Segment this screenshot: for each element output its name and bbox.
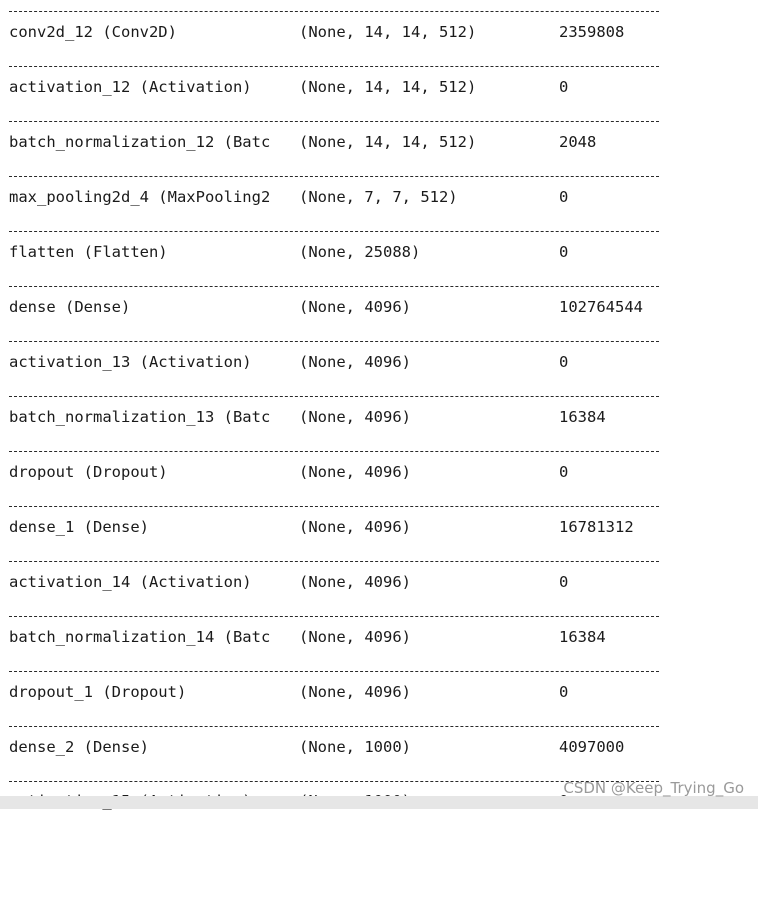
layer-name: activation_14 (Activation) [9,573,252,591]
table-row [9,626,669,648]
layer-name: conv2d_12 (Conv2D) [9,23,177,41]
param-count: 4097000 [559,738,625,756]
layer-name: dense_2 (Dense) [9,738,149,756]
output-shape: (None, 4096) [299,628,411,646]
param-count: 16384 [559,628,606,646]
row-separator [9,671,659,673]
output-shape: (None, 14, 14, 512) [299,133,477,151]
row-separator [9,66,659,68]
row-separator [9,506,659,508]
layer-name: dense (Dense) [9,298,131,316]
row-separator [9,451,659,453]
table-row [9,296,669,318]
param-count: 16781312 [559,518,634,536]
layer-name: batch_normalization_12 (Batc [9,133,271,151]
layer-name: dropout (Dropout) [9,463,168,481]
table-row [9,186,669,208]
output-shape: (None, 4096) [299,573,411,591]
table-row [9,461,669,483]
row-separator [9,616,659,618]
output-shape: (None, 4096) [299,298,411,316]
table-row [9,76,669,98]
layer-name: max_pooling2d_4 (MaxPooling2 [9,188,271,206]
output-shape: (None, 1000) [299,738,411,756]
layer-name: batch_normalization_14 (Batc [9,628,271,646]
param-count: 0 [559,243,569,261]
param-count: 0 [559,573,569,591]
table-row [9,131,669,153]
row-separator [9,176,659,178]
table-row [9,21,669,43]
output-shape: (None, 4096) [299,463,411,481]
param-count: 0 [559,188,569,206]
output-shape: (None, 25088) [299,243,421,261]
output-shape: (None, 7, 7, 512) [299,188,458,206]
table-row [9,571,669,593]
table-row [9,241,669,263]
param-count: 0 [559,463,569,481]
row-separator [9,396,659,398]
watermark: CSDN @Keep_Trying_Go [563,779,744,797]
table-row [9,681,669,703]
row-separator [9,231,659,233]
layer-name: batch_normalization_13 (Batc [9,408,271,426]
table-row [9,736,669,758]
param-count: 16384 [559,408,606,426]
layer-name: activation_13 (Activation) [9,353,252,371]
layer-name: flatten (Flatten) [9,243,168,261]
row-separator [9,341,659,343]
row-separator [9,11,659,13]
param-count: 2359808 [559,23,625,41]
output-shape: (None, 4096) [299,518,411,536]
row-separator [9,121,659,123]
param-count: 0 [559,78,569,96]
output-shape: (None, 4096) [299,408,411,426]
table-row [9,516,669,538]
output-shape: (None, 4096) [299,353,411,371]
layer-name: activation_12 (Activation) [9,78,252,96]
layer-name: dense_1 (Dense) [9,518,149,536]
row-separator [9,561,659,563]
param-count: 2048 [559,133,597,151]
row-separator [9,726,659,728]
table-row [9,406,669,428]
param-count: 0 [559,353,569,371]
output-shape: (None, 4096) [299,683,411,701]
layer-name: dropout_1 (Dropout) [9,683,187,701]
output-shape: (None, 14, 14, 512) [299,23,477,41]
table-row [9,351,669,373]
output-shape: (None, 14, 14, 512) [299,78,477,96]
row-separator [9,286,659,288]
param-count: 102764544 [559,298,643,316]
param-count: 0 [559,683,569,701]
horizontal-scrollbar[interactable] [0,796,758,809]
row-separator [9,781,659,783]
